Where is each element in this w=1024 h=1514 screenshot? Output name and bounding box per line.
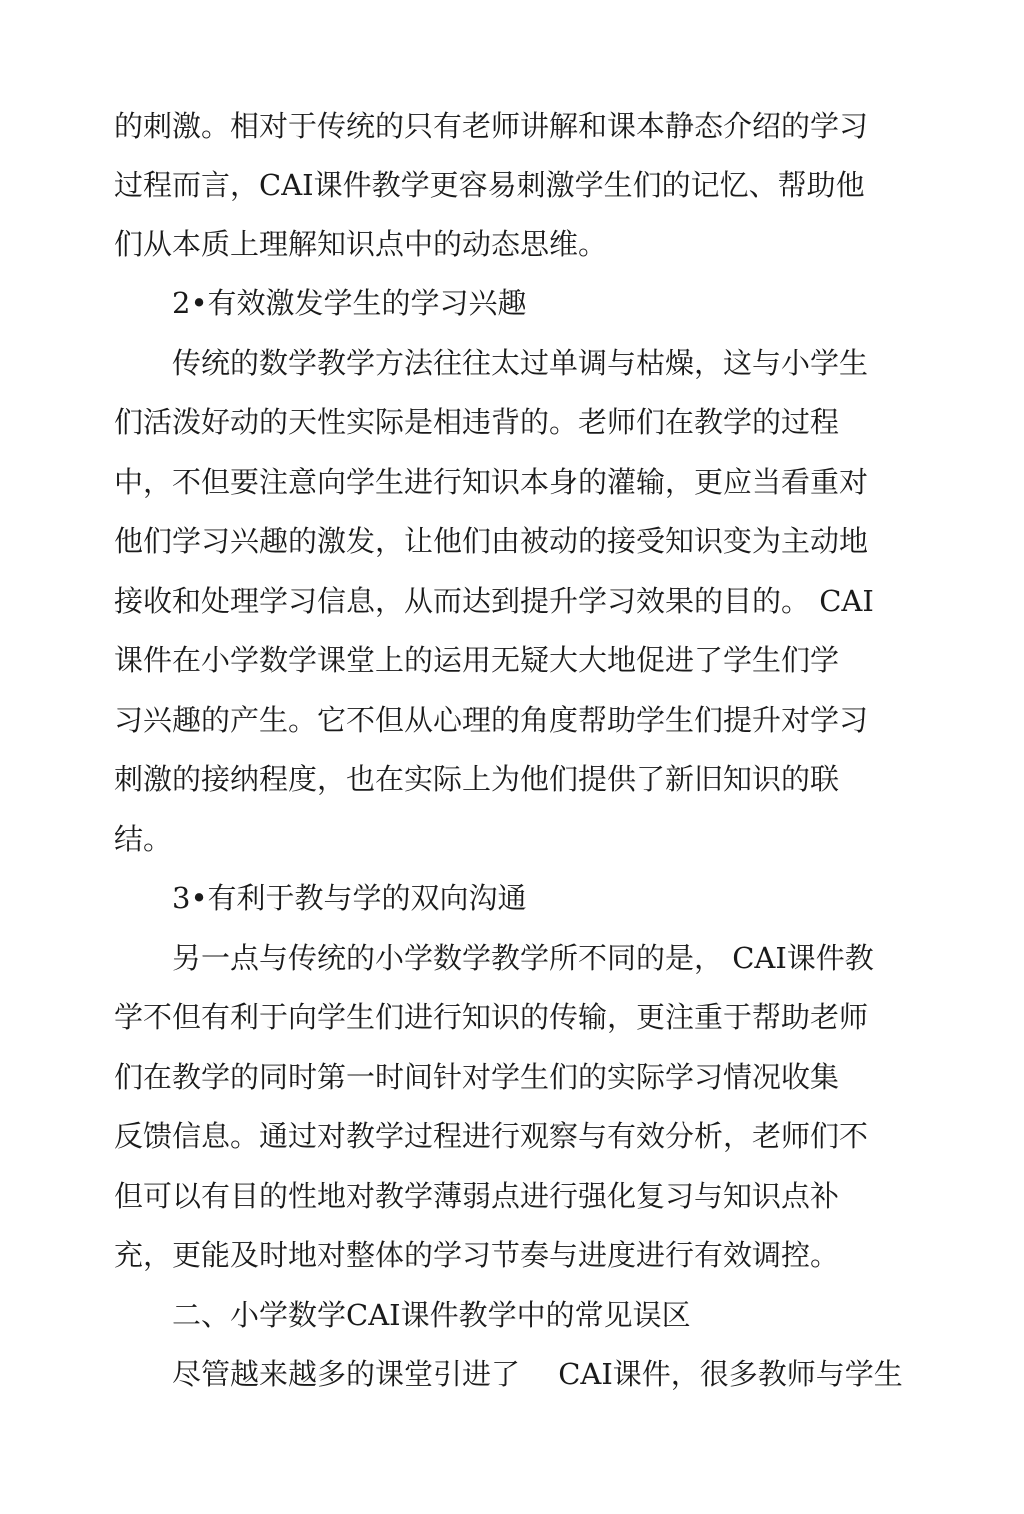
text-line: 的刺激。相对于传统的只有老师讲解和课本静态介绍的学习 <box>114 109 869 143</box>
section-heading: 2•有效激发学生的学习兴趣 <box>172 286 527 320</box>
text-line: 传统的数学教学方法往往太过单调与枯燥，这与小学生 <box>172 346 869 380</box>
section-heading: 3•有利于教与学的双向沟通 <box>172 881 527 915</box>
section-heading: 二、小学数学CAI课件教学中的常见误区 <box>172 1298 691 1332</box>
text-line: 另一点与传统的小学数学教学所不同的是， CAI课件教 <box>172 941 874 975</box>
text-line: 学不但有利于向学生们进行知识的传输，更注重于帮助老师 <box>114 1000 869 1034</box>
text-line: 他们学习兴趣的激发，让他们由被动的接受知识变为主动地 <box>114 524 869 558</box>
text-line: 刺激的接纳程度，也在实际上为他们提供了新旧知识的联 <box>114 762 840 796</box>
text-line: 课件在小学数学课堂上的运用无疑大大地促进了学生们学 <box>114 643 840 677</box>
text-line: 结。 <box>114 822 173 856</box>
text-line: 习兴趣的产生。它不但从心理的角度帮助学生们提升对学习 <box>114 703 869 737</box>
text-line: 反馈信息。通过对教学过程进行观察与有效分析，老师们不 <box>114 1119 869 1153</box>
text-line: 充，更能及时地对整体的学习节奏与进度进行有效调控。 <box>114 1238 840 1272</box>
text-line: 过程而言，CAI课件教学更容易刺激学生们的记忆、帮助他 <box>114 168 865 202</box>
text-line: 中，不但要注意向学生进行知识本身的灌输，更应当看重对 <box>114 465 869 499</box>
text-line: 但可以有目的性地对教学薄弱点进行强化复习与知识点补 <box>114 1179 840 1213</box>
text-line: 们从本质上理解知识点中的动态思维。 <box>114 227 608 261</box>
text-line: 们在教学的同时第一时间针对学生们的实际学习情况收集 <box>114 1060 840 1094</box>
text-line: 们活泼好动的天性实际是相违背的。老师们在教学的过程 <box>114 405 840 439</box>
text-line: 尽管越来越多的课堂引进了 CAI课件，很多教师与学生 <box>172 1357 903 1391</box>
text-line: 接收和处理学习信息，从而达到提升学习效果的目的。 CAI <box>114 584 874 618</box>
